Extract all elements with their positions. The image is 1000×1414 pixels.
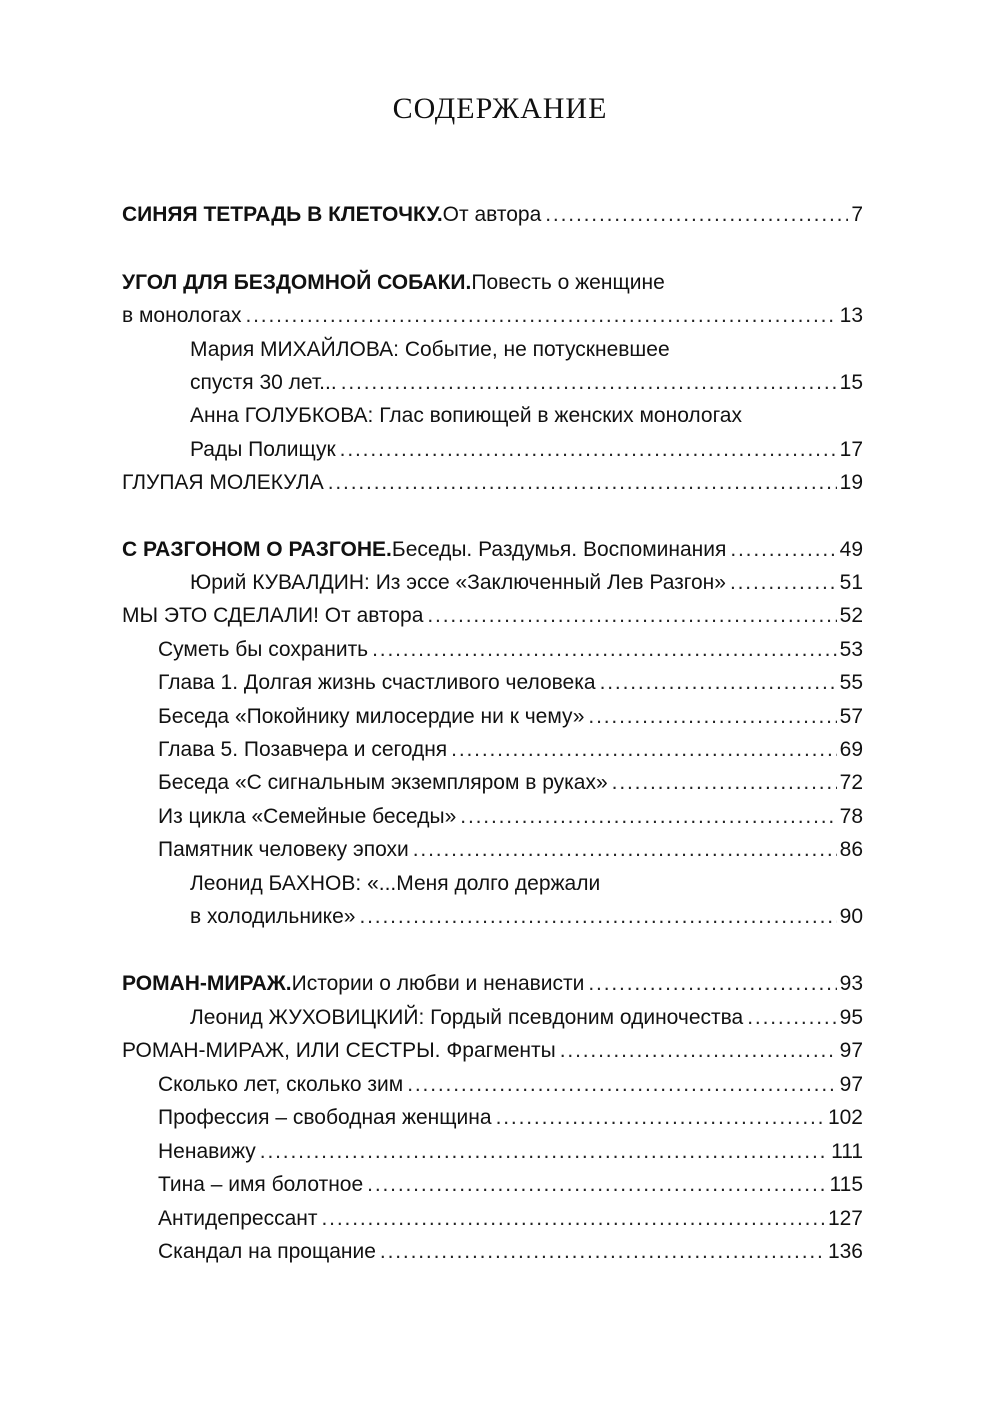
toc-entry-page: 97 <box>839 1073 863 1096</box>
dot-leader <box>451 735 836 765</box>
toc-entry-text: Повесть о женщине <box>471 271 665 294</box>
dot-leader <box>341 368 837 398</box>
toc-entry-text: Леонид ЖУХОВИЦКИЙ: Гордый псевдоним одиночества <box>190 1006 744 1029</box>
toc-entry <box>158 835 863 865</box>
toc-entry-bold: С РАЗГОНОМ О РАЗГОНЕ. <box>122 538 392 561</box>
toc-entry <box>122 601 863 631</box>
dot-leader <box>322 1204 825 1234</box>
toc-entry-page: 7 <box>851 203 863 226</box>
toc-entry <box>190 902 863 932</box>
dot-leader <box>359 902 836 932</box>
toc-entry-text: Беседа «С сигнальным экземпляром в руках» <box>158 771 608 794</box>
dot-leader <box>730 535 836 565</box>
toc-entry <box>158 735 863 765</box>
toc-entry-page: 57 <box>839 705 863 728</box>
toc-entry <box>122 468 863 498</box>
toc-entry-text: Анна ГОЛУБКОВА: Глас вопиющей в женских монологах <box>190 404 742 427</box>
dot-leader <box>747 1003 836 1033</box>
toc-entry <box>190 869 600 899</box>
toc-entry-text: Из цикла «Семейные беседы» <box>158 805 457 828</box>
toc-entry-page: 93 <box>839 972 863 995</box>
toc-entry <box>158 802 863 832</box>
page-title: СОДЕРЖАНИЕ <box>392 92 608 125</box>
toc-entry-page: 95 <box>839 1006 863 1029</box>
toc-entry <box>122 535 863 565</box>
toc-entry <box>190 401 742 431</box>
toc-entry-bold: УГОЛ ДЛЯ БЕЗДОМНОЙ СОБАКИ. <box>122 271 472 294</box>
toc-entry-text: Глава 1. Долгая жизнь счастливого человека <box>158 671 596 694</box>
dot-leader <box>340 435 837 465</box>
dot-leader <box>600 668 837 698</box>
toc-entry-text: Мария МИХАЙЛОВА: Событие, не потускневшее <box>190 338 670 361</box>
toc-entry-page: 115 <box>829 1173 863 1196</box>
toc-entry-page: 86 <box>839 838 863 861</box>
dot-leader <box>245 301 836 331</box>
toc-entry-page: 53 <box>839 638 863 661</box>
dot-leader <box>427 601 836 631</box>
dot-leader <box>496 1103 825 1133</box>
dot-leader <box>260 1137 828 1167</box>
toc-entry-text: Скандал на прощание <box>158 1240 376 1263</box>
toc-entry-text: Леонид БАХНОВ: «...Меня долго держали <box>190 872 601 895</box>
dot-leader <box>588 969 836 999</box>
toc-entry-text: Глава 5. Позавчера и сегодня <box>158 738 448 761</box>
toc-entry-text: Сколько лет, сколько зим <box>158 1073 404 1096</box>
dot-leader <box>413 835 837 865</box>
toc-entry <box>190 1003 863 1033</box>
toc-entry-text: в холодильнике» <box>190 905 356 928</box>
toc-entry-page: 17 <box>839 438 863 461</box>
toc-entry-text: ГЛУПАЯ МОЛЕКУЛА <box>122 471 324 494</box>
toc-entry <box>122 969 863 999</box>
toc-entry-page: 97 <box>839 1039 863 1062</box>
toc-entry-text: Тина – имя болотное <box>158 1173 364 1196</box>
toc-entry-page: 49 <box>839 538 863 561</box>
toc-entry-text: РОМАН-МИРАЖ, ИЛИ СЕСТРЫ. Фрагменты <box>122 1039 556 1062</box>
dot-leader <box>380 1237 825 1267</box>
toc-entry <box>158 1204 863 1234</box>
toc-entry-page: 90 <box>839 905 863 928</box>
toc-entry-text: МЫ ЭТО СДЕЛАЛИ! От автора <box>122 604 424 627</box>
toc-entry-text: в монологах <box>122 304 242 327</box>
toc-entry-page: 52 <box>839 604 863 627</box>
toc-entry-text: Беседа «Покойнику милосердие ни к чему» <box>158 705 585 728</box>
toc-entry-bold: СИНЯЯ ТЕТРАДЬ В КЛЕТОЧКУ. <box>122 203 443 226</box>
toc-entry-text: От автора <box>442 203 542 226</box>
toc-entry-page: 69 <box>839 738 863 761</box>
toc-entry <box>158 668 863 698</box>
toc-entry-page: 78 <box>839 805 863 828</box>
toc-entry-page: 72 <box>839 771 863 794</box>
toc-entry-text: Памятник человеку эпохи <box>158 838 409 861</box>
toc-entry-page: 13 <box>839 304 863 327</box>
toc-entry-bold: РОМАН-МИРАЖ. <box>122 972 292 995</box>
dot-leader <box>545 200 848 230</box>
dot-leader <box>407 1070 836 1100</box>
dot-leader <box>367 1170 826 1200</box>
dot-leader <box>730 568 837 598</box>
toc-entry <box>190 368 863 398</box>
toc-entry <box>158 1137 863 1167</box>
toc-entry-text: Ненавижу <box>158 1140 256 1163</box>
toc-entry-text: спустя 30 лет... <box>190 371 337 394</box>
toc-entry-page: 15 <box>839 371 863 394</box>
dot-leader <box>460 802 836 832</box>
toc-entry <box>158 702 863 732</box>
toc-entry <box>122 268 665 298</box>
toc-entry <box>122 301 863 331</box>
toc-entry-text: Беседы. Раздумья. Воспоминания <box>391 538 727 561</box>
toc-entry-page: 19 <box>839 471 863 494</box>
toc-entry-text: Суметь бы сохранить <box>158 638 369 661</box>
toc-entry-text: Истории о любви и ненависти <box>291 972 585 995</box>
toc-entry-page: 127 <box>827 1207 863 1230</box>
dot-leader <box>560 1036 837 1066</box>
toc-entry-text: Рады Полищук <box>190 438 336 461</box>
toc-entry <box>122 1036 863 1066</box>
toc-entry-text: Антидепрессант <box>158 1207 318 1230</box>
toc-entry <box>158 1070 863 1100</box>
toc-entry <box>158 1237 863 1267</box>
toc-entry <box>190 435 863 465</box>
toc-entry-page: 136 <box>827 1240 863 1263</box>
toc-entry <box>122 200 863 230</box>
toc-entry <box>158 1103 863 1133</box>
dot-leader <box>588 702 836 732</box>
toc-entry <box>190 335 670 365</box>
toc-entry-page: 51 <box>839 571 863 594</box>
dot-leader <box>612 768 837 798</box>
toc-entry <box>158 635 863 665</box>
dot-leader <box>372 635 837 665</box>
toc-entry-page: 102 <box>827 1106 863 1129</box>
toc-entry-page: 111 <box>831 1140 863 1163</box>
toc-entry <box>158 1170 863 1200</box>
toc-entry-text: Профессия – свободная женщина <box>158 1106 492 1129</box>
dot-leader <box>328 468 837 498</box>
toc-entry <box>190 568 863 598</box>
toc-entry-page: 55 <box>839 671 863 694</box>
toc-entry-text: Юрий КУВАЛДИН: Из эссе «Заключенный Лев Разгон» <box>190 571 726 594</box>
toc-entry <box>158 768 863 798</box>
